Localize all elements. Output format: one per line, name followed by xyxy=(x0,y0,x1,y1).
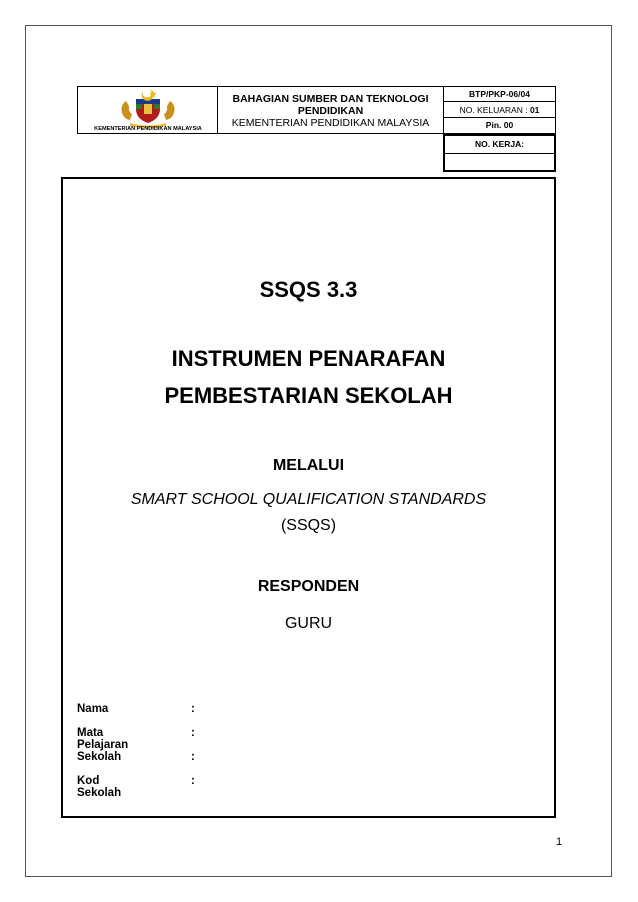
ref-code: BTP/PKP-06/04 xyxy=(444,87,555,102)
org-line-1: BAHAGIAN SUMBER DAN TEKNOLOGI xyxy=(232,93,429,105)
page-number: 1 xyxy=(556,836,563,848)
via-label: MELALUI xyxy=(272,457,345,474)
keluaran-row xyxy=(444,102,555,118)
org-line-2: PENDIDIKAN xyxy=(297,105,364,117)
field-label: Sekolah xyxy=(77,751,122,763)
field-label: Nama xyxy=(77,703,109,715)
org-line-3: KEMENTERIAN PENDIDIKAN MALAYSIA xyxy=(231,117,430,129)
field-label: Kod Sekolah xyxy=(77,775,122,799)
respondent-value: GURU xyxy=(284,615,333,632)
ssqs-line-2: (SSQS) xyxy=(280,517,337,534)
pin-number: Pin. 00 xyxy=(485,120,514,130)
ssqs-line-1: SMART SCHOOL QUALIFICATION STANDARDS xyxy=(130,491,487,508)
field-label: Mata Pelajaran xyxy=(77,727,129,751)
keluaran-label: NO. KELUARAN : xyxy=(459,105,530,115)
header-table xyxy=(77,86,556,134)
kerja-box xyxy=(443,134,556,172)
kerja-label: NO. KERJA: xyxy=(445,136,554,154)
field-separator: : xyxy=(191,703,195,715)
ministry-crest-logo xyxy=(78,87,218,133)
field-separator: : xyxy=(191,751,195,763)
org-name-cell xyxy=(218,87,444,133)
field-separator: : xyxy=(191,775,195,787)
logo-cell xyxy=(78,87,218,133)
field-separator: : xyxy=(191,727,195,739)
respondent-label: RESPONDEN xyxy=(257,578,360,595)
title-line-2: PEMBESTARIAN SEKOLAH xyxy=(164,383,453,408)
instrument-code: SSQS 3.3 xyxy=(259,277,358,302)
logo-caption: KEMENTERIAN PENDIDIKAN MALAYSIA xyxy=(94,126,202,132)
title-line-1: INSTRUMEN PENARAFAN xyxy=(171,346,446,371)
cover-content-box xyxy=(61,177,556,818)
keluaran-value: 01 xyxy=(529,105,540,115)
